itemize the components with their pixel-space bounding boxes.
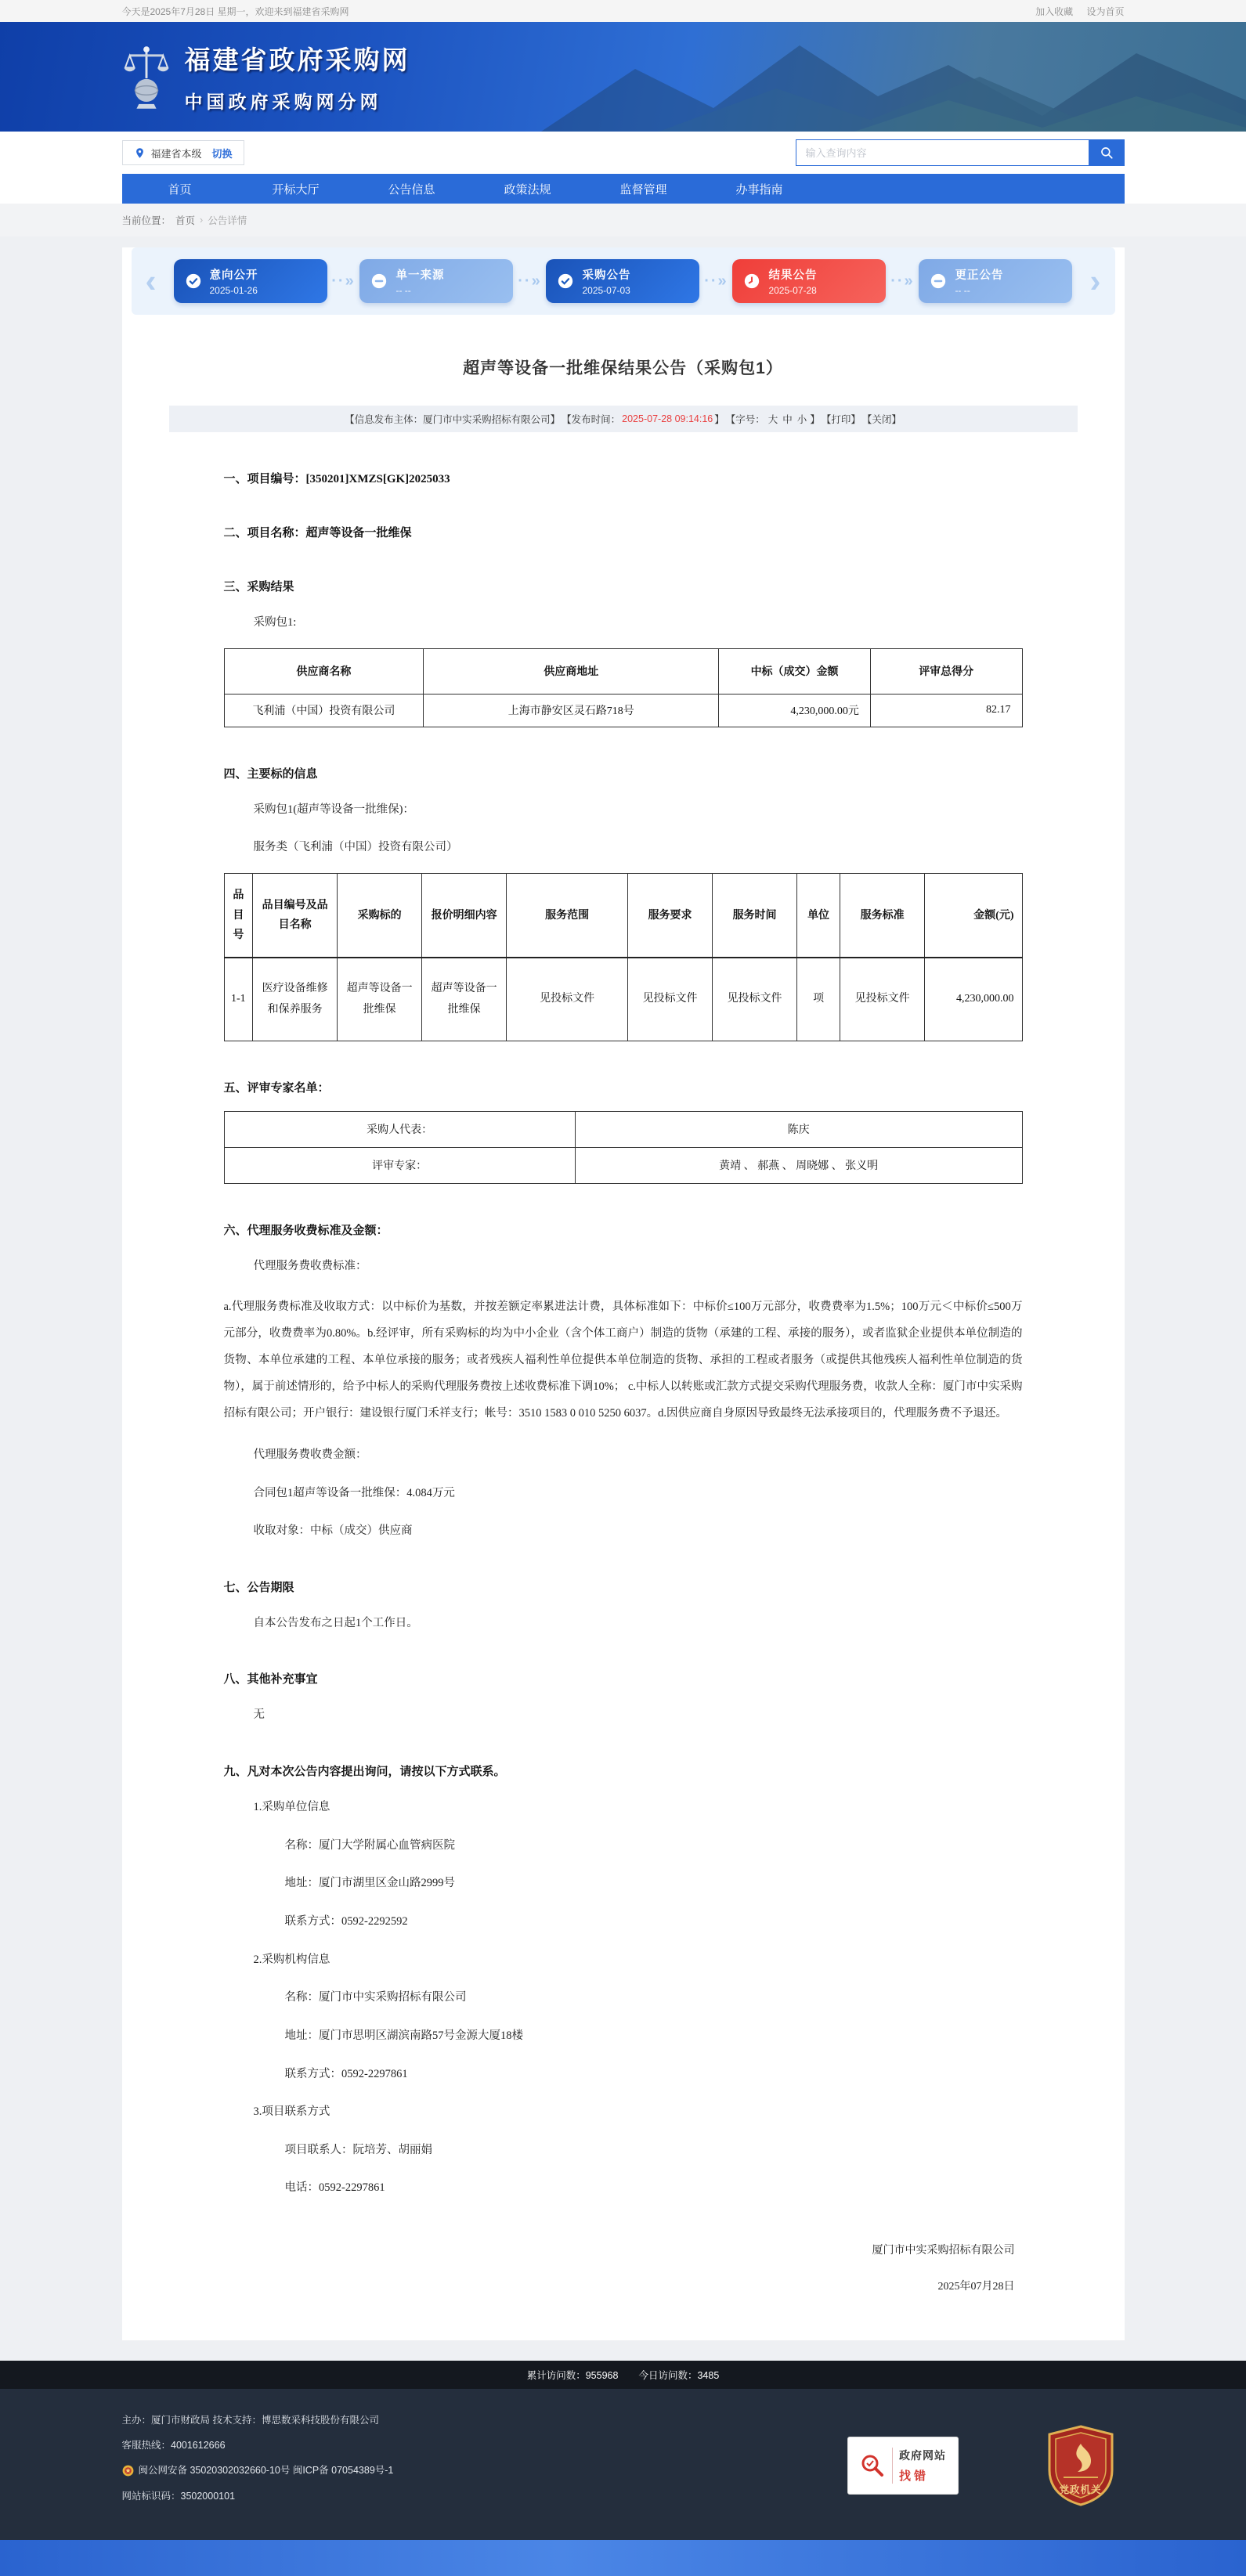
footer-organizer-line: 主办：厦门市财政局 技术支持：博思数采科技股份有限公司 [121,2415,379,2426]
section-contact-info: 九、凡对本次公告内容提出询问，请按以下方式联系。 [223,1765,506,1779]
agency-fee-amount-label: 代理服务费收费金额： [253,1448,367,1461]
site-title: 福建省政府采购网 [184,45,410,74]
signature-company: 厦门市中实采购招标有限公司 [872,2245,1015,2257]
header-cell: 服务范围 [507,873,628,958]
project-contact-line: 项目联系人：阮培芳、胡丽娟 [284,2143,432,2156]
clock-icon [743,272,760,290]
timeline-step-correction-announcement[interactable] [919,259,1072,303]
add-favorite-link[interactable]: 加入收藏 [1035,5,1074,17]
step-date: -- -- [395,285,411,296]
header-cell: 报价明细内容 [422,873,507,958]
section-expert-list: 五、评审专家名单： [223,1081,330,1095]
supplier-name-cell: 飞利浦（中国）投资有限公司 [224,694,424,727]
step-date: 2025-01-26 [209,285,258,296]
table-row [224,958,1022,1041]
site-header [0,22,1246,132]
close-button[interactable]: 【关闭】 [861,414,901,425]
font-size-medium-button[interactable]: 中 [782,414,793,425]
agency-fee-standard-label: 代理服务费收费标准： [253,1259,367,1272]
section-project-number: 一、项目编号：[350201]XMZS[GK]2025033 [223,472,450,485]
section-other-matters: 八、其他补充事宜 [223,1672,318,1687]
service-scope-cell: 见投标文件 [507,958,628,1041]
step-label: 单一来源 [395,269,445,282]
header-cell: 供应商地址 [424,648,719,694]
party-badge-label: 党政机关 [1059,2484,1102,2496]
top-bar [0,0,1246,22]
main-nav-row [0,174,1246,204]
header-cell: 金额(元) [925,873,1022,958]
nav-item-announcements[interactable]: 公告信息 [388,182,435,197]
signature-block [224,2242,1023,2293]
buyer-representative-value-cell: 陈庆 [575,1111,1022,1147]
project-name-value: 超声等设备一批维保 [305,526,412,539]
site-subtitle: 中国政府采购网分网 [184,92,382,112]
footer-beian-link[interactable]: 闽公网安备 35020302032660-10号 闽ICP备 07054389号-1 [138,2465,394,2477]
breadcrumb [122,204,1125,236]
signature-date: 2025年07月28日 [937,2281,1015,2293]
package-label: 采购包1: [253,616,297,629]
header-cell: 评审总得分 [870,648,1022,694]
header-cell: 服务标准 [840,873,925,958]
award-amount-cell: 4,230,000.00元 [719,694,871,727]
contact-block-project-title: 3.项目联系方式 [253,2105,330,2119]
amount-cell: 4,230,000.00 [925,958,1022,1041]
search-box [796,139,1125,166]
total-visits-label: 累计访问数： [526,2370,586,2382]
header-cell: 服务要求 [628,873,713,958]
nav-item-bid-opening-hall[interactable]: 开标大厅 [272,182,320,197]
step-date: 2025-07-28 [768,285,817,296]
breadcrumb-current: 公告详情 [208,215,247,226]
error-badge-line1: 政府网站 [899,2449,946,2462]
gov-site-error-report-badge[interactable] [847,2437,959,2495]
publish-time-value: 2025-07-28 09:14:16 [622,413,713,424]
header-cell: 品目号 [224,873,253,958]
review-experts-value-cell: 黄靖 、 郝燕 、 周晓娜 、 张义明 [575,1147,1022,1183]
welcome-text: 今天是2025年7月28日 星期一，欢迎来到福建省采购网 [121,5,349,17]
buyer-name-line: 名称：厦门大学附属心血管病医院 [284,1838,455,1852]
subject-category-line: 服务类（飞利浦（中国）投资有限公司） [253,841,458,854]
unit-cell: 项 [797,958,840,1041]
timeline-arrow-icon [518,272,541,290]
timeline-step-procurement-announcement[interactable] [546,259,699,303]
agency-fee-amount-line: 合同包1超声等设备一批维保：4.084万元 [253,1486,455,1499]
font-size-large-button[interactable]: 大 [767,414,778,425]
header-cell: 单位 [797,873,840,958]
timeline-arrow-icon [331,272,355,290]
subject-package-line: 采购包1(超声等设备一批维保)： [253,803,414,816]
agency-address-line: 地址：厦门市思明区湖滨南路57号金源大厦18楼 [284,2029,523,2042]
minus-circle-icon [930,272,947,290]
agency-fee-payer-line: 收取对象：中标（成交）供应商 [253,1524,413,1538]
procurement-result-table [224,648,1023,727]
search-icon [1100,146,1114,160]
service-time-cell: 见投标文件 [713,958,797,1041]
procurement-timeline [132,247,1115,315]
set-homepage-link[interactable]: 设为首页 [1086,5,1125,17]
buyer-address-line: 地址：厦门市湖里区金山路2999号 [284,1877,455,1890]
nav-item-supervision[interactable]: 监督管理 [619,182,667,197]
error-badge-line2: 找错 [899,2470,930,2484]
service-requirement-cell: 见投标文件 [628,958,713,1041]
footer-site-code-line: 网站标识码：3502000101 [121,2491,236,2502]
timeline-next-chevron-icon[interactable]: › [1089,262,1101,299]
publish-time-bracket: 】 [714,414,724,425]
table-row [224,694,1022,727]
contact-block-buyer-title: 1.采购单位信息 [253,1801,330,1814]
header-cell: 中标（成交）金额 [719,648,871,694]
quote-detail-cell: 超声等设备一批维保 [422,958,507,1041]
section-announcement-period: 七、公告期限 [223,1580,294,1594]
region-switch-button[interactable]: 切换 [211,147,233,160]
check-circle-icon [185,272,202,290]
search-input[interactable] [796,139,1089,166]
service-standard-cell: 见投标文件 [840,958,925,1041]
item-name-cell: 医疗设备维修和保养服务 [253,958,338,1041]
bottom-blue-strip [0,2540,1246,2576]
timeline-step-single-source[interactable] [359,259,513,303]
font-size-bracket: 】 [810,414,820,425]
supplier-address-cell: 上海市静安区灵石路718号 [424,694,719,727]
breadcrumb-separator-icon: › [200,215,204,225]
review-experts-label-cell: 评审专家： [224,1147,575,1183]
expert-list-table [224,1111,1023,1184]
region-selector[interactable] [122,140,244,165]
header-cell: 采购标的 [338,873,422,958]
buyer-representative-label-cell: 采购人代表： [224,1111,575,1147]
nav-item-home[interactable]: 首页 [168,182,192,197]
header-cell: 品目编号及品目名称 [253,873,338,958]
timeline-prev-chevron-icon[interactable]: ‹ [145,262,157,299]
breadcrumb-prefix: 当前位置： [121,215,172,226]
project-number-value: [350201]XMZS[GK]2025033 [305,473,450,485]
timeline-arrow-icon [890,272,914,290]
publish-time-label: 【发布时间： [562,414,621,425]
announcement-title: 超声等设备一批维保结果公告（采购包1） [463,359,783,377]
announcement-meta-bar [169,406,1078,432]
buyer-phone-line: 联系方式：0592-2292592 [284,1915,408,1928]
agency-fee-standard-text: a.代理服务费标准及收取方式：以中标价为基数，并按差额定率累进法计费，具体标准如下：中标价≤100万元部分，收费费率为1.5%；100万元＜中标价≤500万元部分，收费费率为0.80%。b.经评审，所有采购标的均为中小企业（含个体工商户）制造的货物（承建的工程、承接的服务），或者监狱企业提供本单位制造的货物、本单位承建的工程、本单位承接的服务；或者残疾人福利性单位提供本单位制造的货物、承担的工程或者服务（或提供其他残疾人福利性单位制造的货物），属于前述情形的，给予中标人的采购代理服务费按上述收费标准下调10%； c.中标人以转账或汇款方式提交采购代理服务费，收款人全称：厦门市中实采购招标有限公司；开户银行：建设银行厦门禾祥支行；帐号：3510 1583 0 010 5250 6037。d.因供应商自身原因导致最终无法承接项目的，代理服务费不予退还。 [223,1300,1023,1420]
step-date: -- -- [955,285,970,296]
site-footer [0,2389,1246,2540]
table-header-row [224,873,1022,958]
today-visits-value: 3485 [697,2370,720,2382]
timeline-step-result-announcement[interactable] [732,259,886,303]
site-logo-scales-icon [122,43,171,110]
footer-hotline-line: 客服热线：4001612666 [121,2439,226,2451]
section-subject-info: 四、主要标的信息 [223,767,318,781]
other-matters-text: 无 [253,1708,265,1722]
agency-phone-line: 联系方式：0592-2297861 [284,2067,408,2080]
total-visits-value: 955968 [585,2370,619,2382]
party-government-badge[interactable] [1045,2425,1117,2506]
agency-name-line: 名称：厦门市中实采购招标有限公司 [284,1991,467,2004]
region-name: 福建省本级 [150,147,202,160]
print-button[interactable]: 【打印】 [821,414,861,425]
font-size-small-button[interactable]: 小 [796,414,807,425]
project-phone-line: 电话：0592-2297861 [284,2181,385,2195]
step-label: 更正公告 [955,269,1004,282]
nav-item-policies[interactable]: 政策法规 [504,182,551,197]
section-procurement-result: 三、采购结果 [223,580,294,593]
procurement-target-cell: 超声等设备一批维保 [338,958,422,1041]
publisher-info: 【信息发布主体：厦门市中实采购招标有限公司】 [345,414,561,425]
header-cell: 服务时间 [713,873,797,958]
step-date: 2025-07-03 [582,285,630,296]
table-header-row [224,648,1022,694]
item-no-cell: 1-1 [224,958,253,1041]
search-button[interactable] [1089,139,1125,166]
main-nav [122,174,1125,204]
header-cell: 供应商名称 [224,648,424,694]
step-label: 采购公告 [582,269,631,282]
visit-stats-bar [0,2361,1246,2389]
breadcrumb-row [0,204,1246,236]
section-project-name: 二、项目名称：超声等设备一批维保 [223,526,412,539]
table-row [224,1147,1022,1183]
announcement-card [122,247,1125,2340]
announcement-period-text: 自本公告发布之日起1个工作日。 [253,1616,418,1629]
section-agency-fee: 六、代理服务收费标准及金额： [223,1223,388,1237]
today-visits-label: 今日访问数： [638,2370,698,2382]
minus-circle-icon [370,272,388,290]
step-label: 意向公开 [209,269,258,282]
table-row [224,1111,1022,1147]
subject-detail-table [224,873,1023,1041]
toolbar-row [0,132,1246,174]
police-badge-icon [122,2465,134,2477]
breadcrumb-home-link[interactable]: 首页 [175,215,196,226]
timeline-arrow-icon [704,272,728,290]
error-report-magnifier-icon [859,2452,886,2479]
review-score-cell: 82.17 [870,694,1022,727]
nav-item-service-guide[interactable]: 办事指南 [735,182,783,197]
location-pin-icon [134,147,146,159]
step-label: 结果公告 [768,269,818,282]
font-size-label: 【字号： [725,414,765,425]
contact-block-agency-title: 2.采购机构信息 [253,1953,330,1966]
timeline-step-intention[interactable] [174,259,327,303]
check-circle-icon [557,272,574,290]
